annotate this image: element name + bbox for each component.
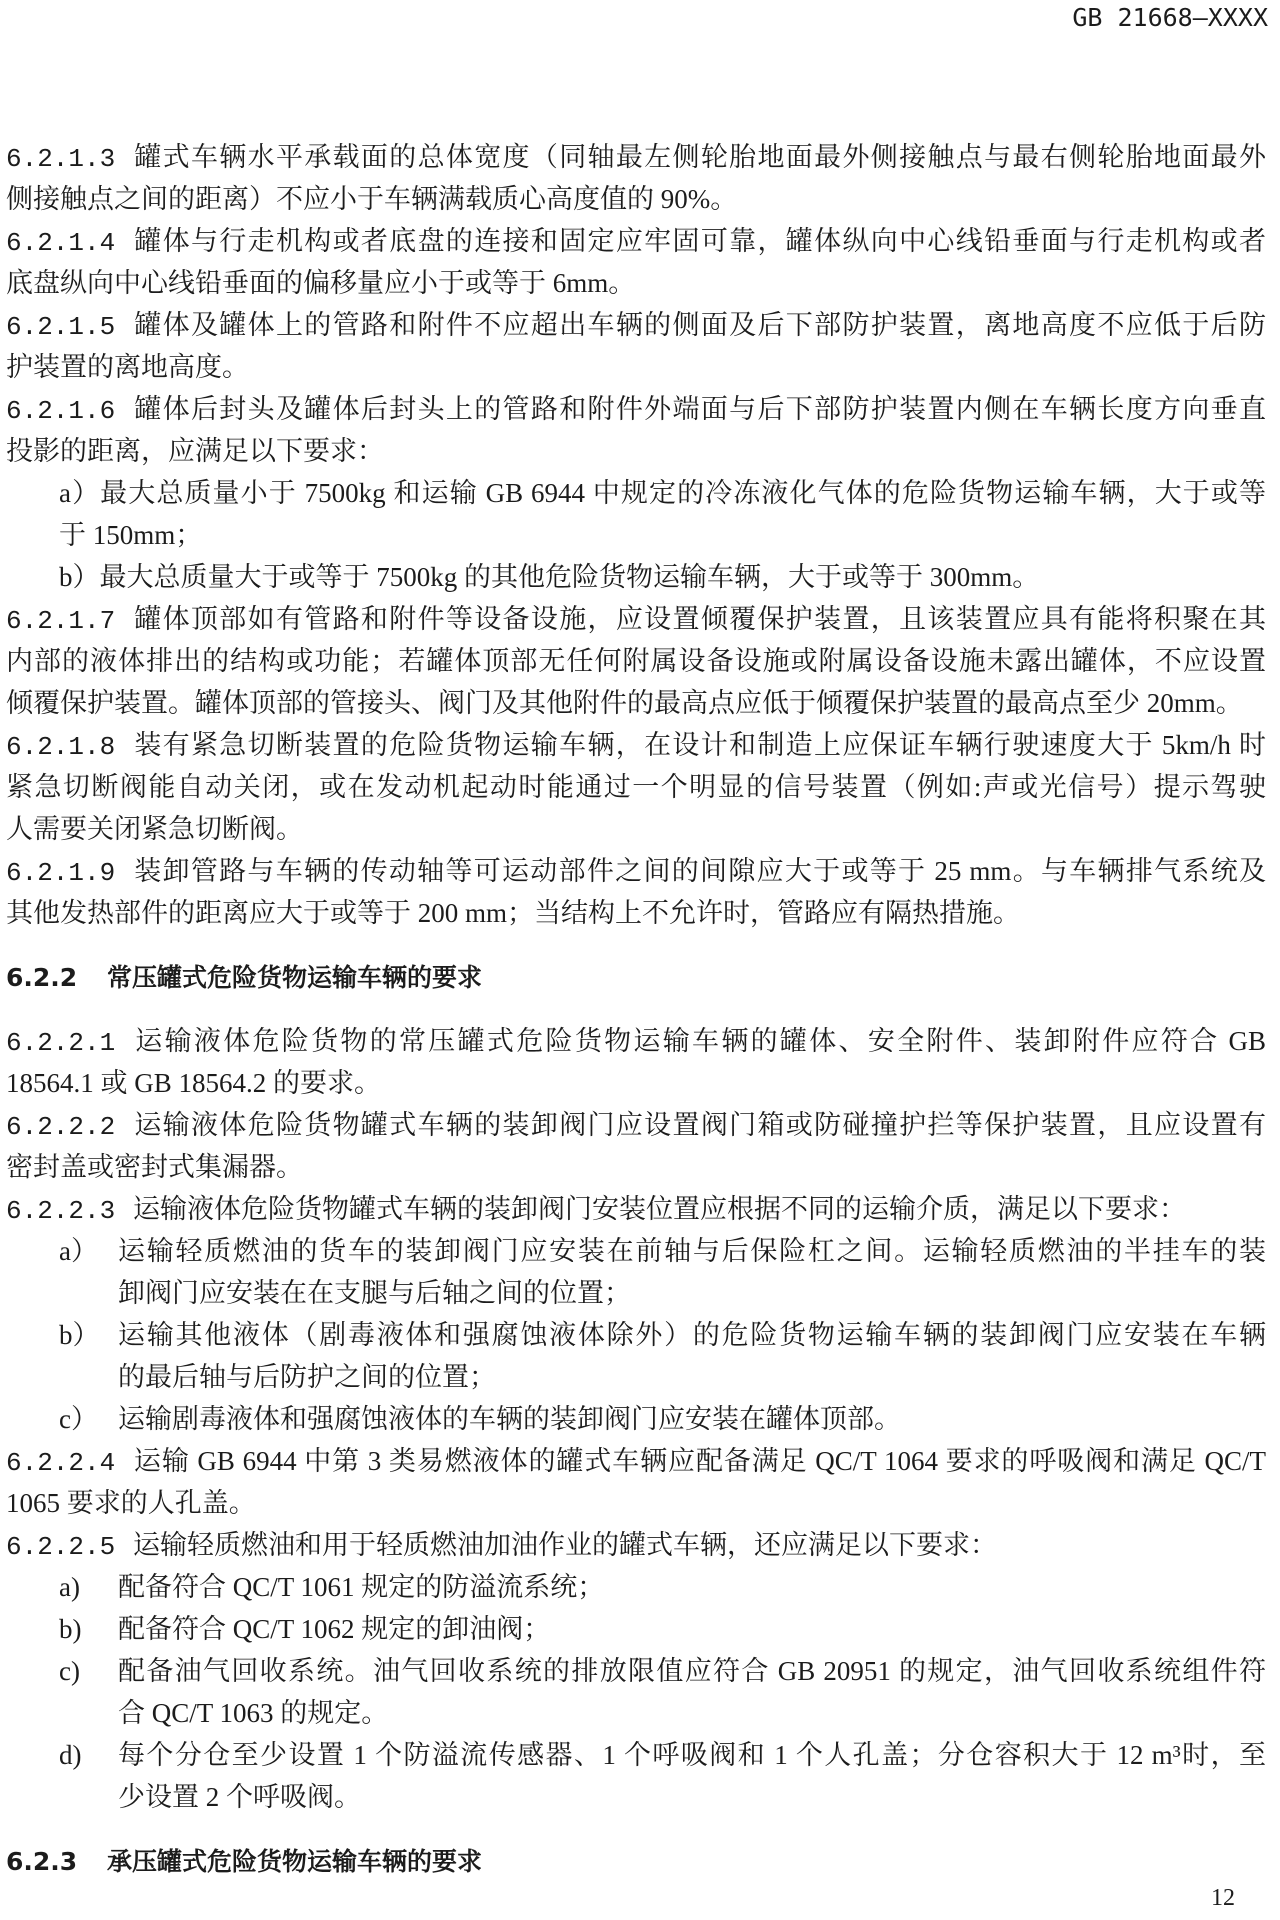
clause-line [6, 136, 1266, 178]
section-number: 6.2.3 [6, 1847, 78, 1876]
list-item-line: 配备油气回收系统。油气回收系统的排放限值应符合 GB 20951 的规定，油气回收系统组件符 [118, 1656, 1266, 1686]
list-marker: b） [59, 1320, 100, 1350]
clause-text: 运输 GB 6944 中第 3 类易燃液体的罐式车辆应配备满足 QC/T 1064 要求的呼吸阀和满足 QC/T [133, 1446, 1266, 1476]
list-item-line: 的最后轴与后防护之间的位置； [118, 1362, 496, 1392]
clause-text: 装有紧急切断装置的危险货物运输车辆，在设计和制造上应保证车辆行驶速度大于 5km/h 时 [133, 730, 1266, 760]
list-marker: b) [59, 1614, 82, 1644]
list-item-line: 卸阀门应安装在在支腿与后轴之间的位置； [118, 1278, 631, 1308]
clause-number: 6.2.1.7 [6, 606, 116, 636]
page-number: 12 [1211, 1885, 1235, 1911]
clause-number: 6.2.1.8 [6, 732, 116, 762]
clause-6-2-2-2 [6, 1104, 1266, 1188]
clause-text: 罐体顶部如有管路和附件等设备设施，应设置倾覆保护装置，且该装置应具有能将积聚在其 [133, 604, 1266, 634]
clause-text: 运输液体危险货物的常压罐式危险货物运输车辆的罐体、安全附件、装卸附件应符合 GB [133, 1026, 1266, 1056]
list-item-line: 配备符合 QC/T 1062 规定的卸油阀； [118, 1614, 551, 1644]
clause-line: 紧急切断阀能自动关闭，或在发动机起动时能通过一个明显的信号装置（例如:声或光信号）提示驾驶 [6, 772, 1266, 802]
clause-line [6, 598, 1266, 640]
clause-6-2-1-3 [6, 136, 1266, 220]
clause-line: 内部的液体排出的结构或功能；若罐体顶部无任何附属设备设施或附属设备设施未露出罐体，不应设置 [6, 646, 1266, 676]
clause-6-2-2-1 [6, 1020, 1266, 1104]
clause-line [6, 1524, 1266, 1566]
list-marker: b） [59, 562, 100, 592]
clause-text: 罐体后封头及罐体后封头上的管路和附件外端面与后下部防护装置内侧在车辆长度方向垂直 [133, 394, 1266, 424]
list-item-line: 少设置 2 个呼吸阀。 [118, 1782, 361, 1812]
clause-6-2-1-8 [6, 724, 1266, 850]
list-marker: a） [59, 478, 101, 508]
clause-number: 6.2.2.3 [6, 1196, 116, 1226]
clause-line: 密封盖或密封式集漏器。 [6, 1152, 303, 1182]
list-item-b [6, 1608, 1266, 1650]
list-marker: d) [59, 1740, 82, 1770]
clause-line [6, 388, 1266, 430]
section-number: 6.2.2 [6, 963, 78, 992]
clause-line: 底盘纵向中心线铅垂面的偏移量应小于或等于 6mm。 [6, 268, 636, 298]
clause-6-2-2-4 [6, 1440, 1266, 1524]
clause-line [6, 1440, 1266, 1482]
list-item-line: 合 QC/T 1063 的规定。 [118, 1698, 389, 1728]
clause-number: 6.2.1.3 [6, 144, 116, 174]
section-heading-6-2-3 [6, 1841, 1266, 1883]
clause-number: 6.2.2.2 [6, 1112, 116, 1142]
clause-line [6, 220, 1266, 262]
list-item-b [6, 1314, 1266, 1398]
clause-line: 倾覆保护装置。罐体顶部的管接头、阀门及其他附件的最高点应低于倾覆保护装置的最高点至少 20mm。 [6, 688, 1243, 718]
list-item-line: 运输轻质燃油的货车的装卸阀门应安装在前轴与后保险杠之间。运输轻质燃油的半挂车的装 [118, 1236, 1266, 1266]
clause-number: 6.2.2.5 [6, 1532, 116, 1562]
list-item-a [6, 1566, 1266, 1608]
list-item-c [6, 1650, 1266, 1734]
clause-line [6, 724, 1266, 766]
page-body [6, 136, 1266, 1904]
clause-6-2-2-3 [6, 1188, 1266, 1440]
standard-number-header: GB 21668—XXXX [1072, 3, 1268, 32]
list-item-line: 运输剧毒液体和强腐蚀液体的车辆的装卸阀门应安装在罐体顶部。 [118, 1404, 901, 1434]
list-item-line [59, 472, 1266, 514]
clause-text: 装卸管路与车辆的传动轴等可运动部件之间的间隙应大于或等于 25 mm。与车辆排气系统及 [133, 856, 1266, 886]
list-item-a [6, 472, 1266, 556]
list-item-line: 配备符合 QC/T 1061 规定的防溢流系统； [118, 1572, 605, 1602]
clause-6-2-1-5 [6, 304, 1266, 388]
clause-6-2-1-7 [6, 598, 1266, 724]
list-marker: c) [59, 1656, 80, 1686]
clause-line: 18564.1 或 GB 18564.2 的要求。 [6, 1068, 382, 1098]
clause-line: 人需要关闭紧急切断阀。 [6, 814, 303, 844]
clause-line [6, 1104, 1266, 1146]
clause-line: 投影的距离，应满足以下要求： [6, 436, 384, 466]
clause-6-2-1-9 [6, 850, 1266, 934]
clause-number: 6.2.2.4 [6, 1448, 116, 1478]
list-marker: a） [59, 1236, 98, 1266]
list-item-c [6, 1398, 1266, 1440]
clause-number: 6.2.1.5 [6, 312, 116, 342]
section-title: 承压罐式危险货物运输车辆的要求 [107, 1847, 483, 1876]
clause-text: 运输液体危险货物罐式车辆的装卸阀门应设置阀门箱或防碰撞护拦等保护装置，且应设置有 [133, 1110, 1266, 1140]
clause-number: 6.2.1.4 [6, 228, 116, 258]
clause-line [6, 304, 1266, 346]
list-item-line: 于 150mm； [59, 520, 203, 550]
list-item-a [6, 1230, 1266, 1314]
clause-text: 运输液体危险货物罐式车辆的装卸阀门安装位置应根据不同的运输介质，满足以下要求： [133, 1194, 1186, 1224]
list-item-d [6, 1734, 1266, 1818]
clause-line [6, 850, 1266, 892]
list-item-line: 运输其他液体（剧毒液体和强腐蚀液体除外）的危险货物运输车辆的装卸阀门应安装在车辆 [118, 1320, 1266, 1350]
section-title: 常压罐式危险货物运输车辆的要求 [107, 963, 483, 992]
list-item-b [6, 556, 1266, 598]
clause-line [6, 1020, 1266, 1062]
clause-text: 罐式车辆水平承载面的总体宽度（同轴最左侧轮胎地面最外侧接触点与最右侧轮胎地面最外 [133, 142, 1266, 172]
section-heading-6-2-2 [6, 957, 1266, 999]
list-marker: c） [59, 1404, 98, 1434]
clause-number: 6.2.1.6 [6, 396, 116, 426]
clause-text: 运输轻质燃油和用于轻质燃油加油作业的罐式车辆，还应满足以下要求： [133, 1530, 997, 1560]
clause-6-2-1-6 [6, 388, 1266, 598]
clause-line: 其他发热部件的距离应大于或等于 200 mm；当结构上不允许时，管路应有隔热措施。 [6, 898, 1021, 928]
clause-line: 护装置的离地高度。 [6, 352, 249, 382]
list-marker: a) [59, 1572, 80, 1602]
clause-line [6, 1188, 1266, 1230]
clause-6-2-2-5 [6, 1524, 1266, 1818]
list-item-text: 最大总质量小于 7500kg 和运输 GB 6944 中规定的冷冻液化气体的危险货物运输车辆，大于或等 [100, 478, 1266, 508]
clause-line: 1065 要求的人孔盖。 [6, 1488, 256, 1518]
clause-6-2-1-4 [6, 220, 1266, 304]
clause-number: 6.2.2.1 [6, 1028, 116, 1058]
clause-text: 罐体与行走机构或者底盘的连接和固定应牢固可靠，罐体纵向中心线铅垂面与行走机构或者 [133, 226, 1266, 256]
clause-number: 6.2.1.9 [6, 858, 116, 888]
list-item-line: 每个分仓至少设置 1 个防溢流传感器、1 个呼吸阀和 1 个人孔盖；分仓容积大于 12 m³时，至 [118, 1740, 1266, 1770]
clause-line: 侧接触点之间的距离）不应小于车辆满载质心高度值的 90%。 [6, 184, 738, 214]
list-item-line [59, 556, 1266, 598]
list-item-text: 最大总质量大于或等于 7500kg 的其他危险货物运输车辆，大于或等于 300mm。 [99, 562, 1040, 592]
clause-text: 罐体及罐体上的管路和附件不应超出车辆的侧面及后下部防护装置，离地高度不应低于后防 [133, 310, 1266, 340]
